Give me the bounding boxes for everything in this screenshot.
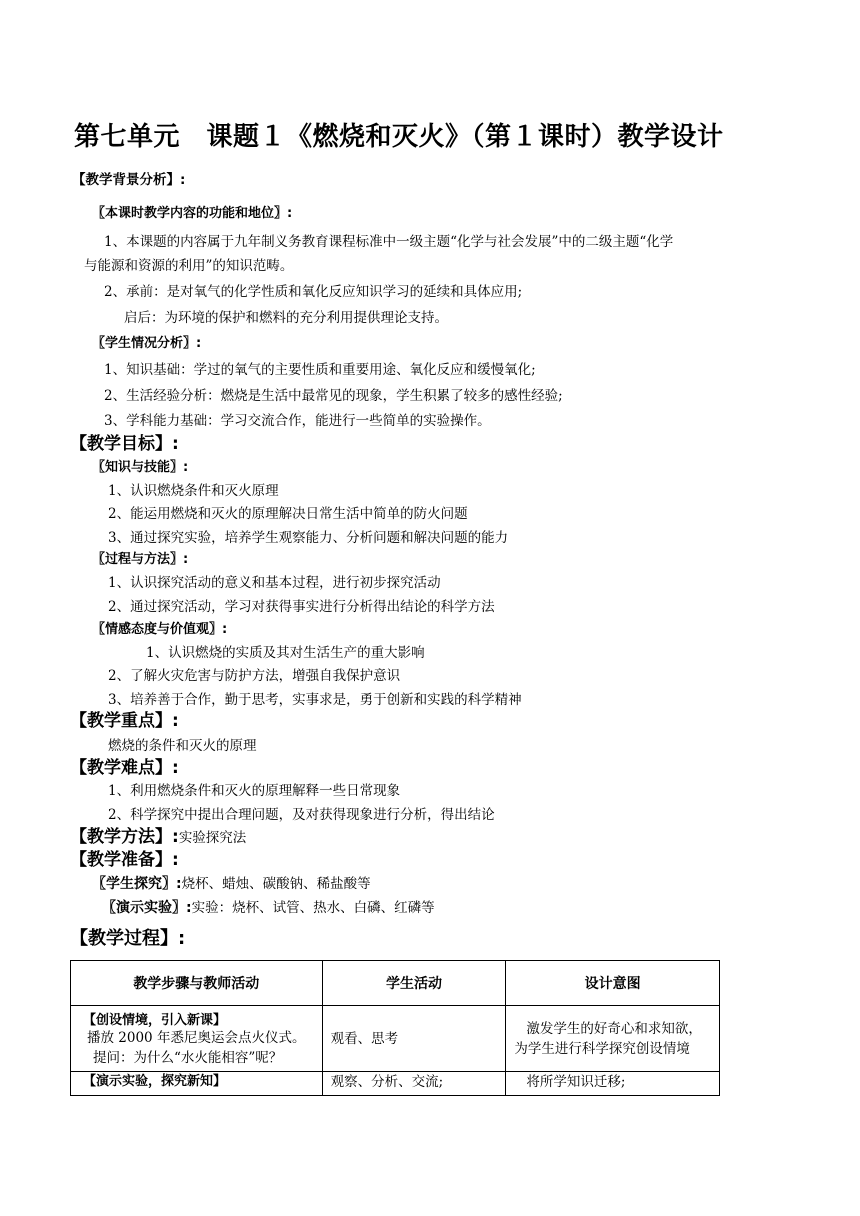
intent-line-2: 为学生进行科学探究创设情境 bbox=[514, 1040, 690, 1057]
key-points-heading: 【教学重点】: bbox=[70, 711, 179, 731]
intent-line-1: 激发学生的好奇心和求知欲， bbox=[526, 1020, 702, 1037]
function-line-2: 与能源和资源的利用”的知识范畴。 bbox=[84, 258, 294, 274]
difficulties-heading: 【教学难点】: bbox=[70, 758, 179, 778]
difficulties-line-1: 1、利用燃烧条件和灭火的原理解释一些日常现象 bbox=[108, 783, 401, 799]
preparation-heading: 【教学准备】: bbox=[70, 850, 179, 870]
preparation-student-text: 烧杯、蜡烛、碳酸钠、稀盐酸等 bbox=[181, 876, 371, 892]
emotion-heading: 〖情感态度与价值观〗: bbox=[92, 622, 228, 637]
step-heading: 【创设情境，引入新课】 bbox=[83, 1013, 227, 1028]
key-points-line-1: 燃烧的条件和灭火的原理 bbox=[108, 738, 257, 754]
teacher-line-1: 播放 2000 年悉尼奥运会点火仪式。 bbox=[87, 1030, 306, 1046]
step-heading: 【演示实验，探究新知】 bbox=[83, 1074, 227, 1089]
objectives-heading: 【教学目标】: bbox=[70, 434, 179, 454]
background-heading: 【教学背景分析】: bbox=[72, 172, 186, 188]
table-row bbox=[71, 1072, 720, 1096]
student-activity: 观看、思考 bbox=[330, 1030, 399, 1047]
student-activity: 观察、分析、交流; bbox=[330, 1074, 444, 1090]
function-heading: 〖本课时教学内容的功能和地位〗: bbox=[92, 206, 293, 221]
intent-line-1: 将所学知识迁移; bbox=[526, 1074, 626, 1090]
teacher-line-2: 提问：为什么“水火能相容”呢？ bbox=[93, 1050, 283, 1066]
column-header-student: 学生活动 bbox=[322, 961, 506, 1006]
preparation-demo-label: 〖演示实验〗: bbox=[102, 900, 192, 916]
knowledge-heading: 〖知识与技能〗: bbox=[92, 460, 189, 475]
process-method-heading: 〖过程与方法〗: bbox=[92, 552, 189, 567]
column-header-teacher: 教学步骤与教师活动 bbox=[71, 961, 323, 1006]
emotion-line-3: 3、培养善于合作，勤于思考，实事求是，勇于创新和实践的科学精神 bbox=[108, 692, 522, 708]
intent-cell bbox=[506, 1006, 720, 1072]
column-header-intent: 设计意图 bbox=[506, 961, 720, 1006]
process-table-header-row bbox=[71, 961, 720, 1006]
function-line-4: 启后：为环境的保护和燃料的充分利用提供理论支持。 bbox=[124, 310, 448, 326]
student-analysis-line-2: 2、生活经验分析：燃烧是生活中最常见的现象，学生积累了较多的感性经验; bbox=[104, 388, 563, 404]
function-line-3: 2、承前：是对氧气的化学性质和氧化反应知识学习的延续和具体应用; bbox=[104, 284, 523, 300]
method-heading: 【教学方法】: bbox=[70, 827, 179, 847]
emotion-line-1: 1、认识燃烧的实质及其对生活生产的重大影响 bbox=[146, 645, 425, 661]
intent-cell bbox=[506, 1072, 720, 1096]
document-title: 第七单元 课题１《燃烧和灭火》（第１课时）教学设计 bbox=[74, 122, 724, 152]
knowledge-line-1: 1、认识燃烧条件和灭火原理 bbox=[108, 483, 279, 499]
preparation-demo-row bbox=[102, 898, 435, 918]
preparation-student-row bbox=[92, 874, 371, 894]
knowledge-line-2: 2、能运用燃烧和灭火的原理解决日常生活中简单的防火问题 bbox=[108, 506, 468, 522]
method-text: 实验探究法 bbox=[178, 830, 247, 846]
preparation-demo-text: 实验：烧杯、试管、热水、白磷、红磷等 bbox=[191, 900, 435, 916]
method-row bbox=[70, 827, 246, 848]
process-heading: 【教学过程】: bbox=[70, 928, 186, 949]
student-analysis-line-3: 3、学科能力基础：学习交流合作，能进行一些简单的实验操作。 bbox=[104, 413, 491, 429]
student-analysis-line-1: 1、知识基础：学过的氧气的主要性质和重要用途、氧化反应和缓慢氧化; bbox=[104, 362, 536, 378]
function-line-1: 1、本课题的内容属于九年制义务教育课程标准中一级主题“化学与社会发展”中的二级主题“化学 bbox=[104, 234, 674, 250]
student-cell bbox=[322, 1006, 506, 1072]
preparation-student-label: 〖学生探究〗: bbox=[92, 876, 182, 892]
teacher-cell bbox=[71, 1006, 323, 1072]
process-method-line-2: 2、通过探究活动，学习对获得事实进行分析得出结论的科学方法 bbox=[108, 599, 495, 615]
table-row bbox=[71, 1006, 720, 1072]
knowledge-line-3: 3、通过探究实验，培养学生观察能力、分析问题和解决问题的能力 bbox=[108, 530, 509, 546]
teacher-cell bbox=[71, 1072, 323, 1096]
process-method-line-1: 1、认识探究活动的意义和基本过程，进行初步探究活动 bbox=[108, 575, 441, 591]
student-cell bbox=[322, 1072, 506, 1096]
process-table bbox=[70, 960, 720, 1096]
difficulties-line-2: 2、科学探究中提出合理问题，及对获得现象进行分析，得出结论 bbox=[108, 807, 495, 823]
student-analysis-heading: 〖学生情况分析〗: bbox=[92, 336, 202, 351]
emotion-line-2: 2、了解火灾危害与防护方法，增强自我保护意识 bbox=[108, 668, 401, 684]
